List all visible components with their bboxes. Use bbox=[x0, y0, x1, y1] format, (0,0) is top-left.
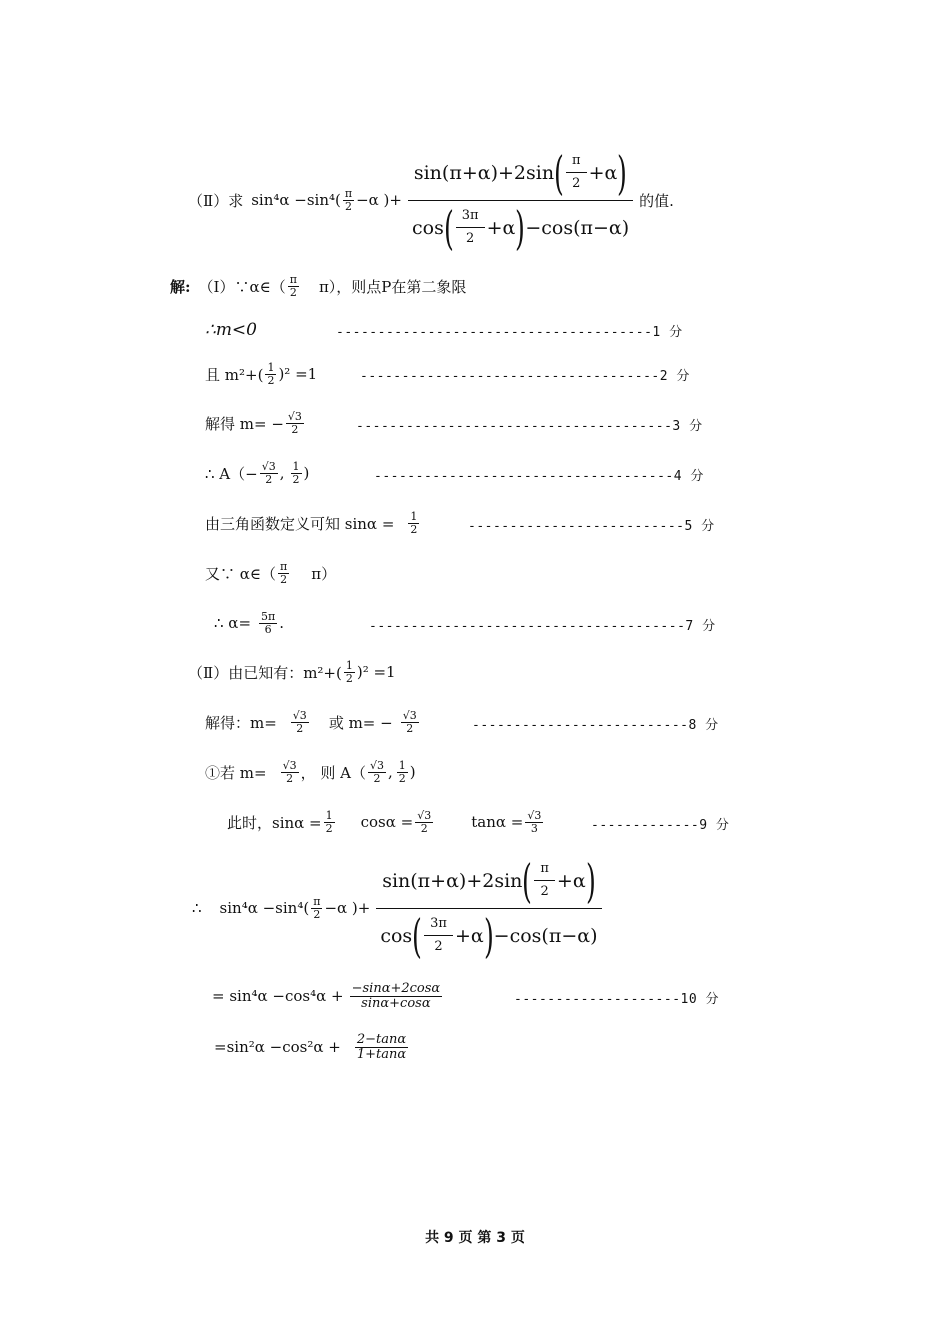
frac-pi-2: $\frac{\pi}{2}$ bbox=[289, 272, 297, 299]
score-9: -------------9 分 bbox=[591, 818, 730, 833]
solution-label: 解: bbox=[170, 277, 191, 296]
step-2: 且 m²+( $\frac{1}{2}$ )² =1 bbox=[205, 360, 318, 387]
therefore-big-fraction: sin(π+α)+2sin ( $\frac{\pi}{2}$ +α ) cos ( $\frac{3\pi}{2}$ +α ) −cos(π−α) bbox=[374, 858, 603, 959]
score-8: --------------------------8 分 bbox=[472, 718, 719, 733]
question-tail: 的值. bbox=[639, 191, 674, 210]
score-5: --------------------------5 分 bbox=[468, 519, 715, 534]
question-expr: sin⁴α −sin⁴( bbox=[251, 191, 341, 209]
solution-header: 解: （Ⅰ）∵α∈（ $\frac{\pi}{2}$ π），则点P在第二象限 bbox=[170, 272, 467, 299]
part2-case1: ①若 m= $\frac{√3}{2}$ ， 则 A（ $\frac{√3}{2}$ , $\frac{1}{2}$ ) bbox=[205, 758, 416, 785]
part2-given: （Ⅱ）由已知有：m²+( $\frac{1}{2}$ )² =1 bbox=[188, 658, 396, 685]
equation-2: =sin²α −cos²α + $\frac{2-\tan\alpha}{1+\tan\alpha}$ bbox=[214, 1031, 407, 1062]
step-5: 由三角函数定义可知 sinα = $\frac{1}{2}$ bbox=[205, 509, 418, 536]
part2-values: 此时，sinα = $\frac{1}{2}$ cosα = $\frac{√3}{2}$ tanα = $\frac{√3}{3}$ bbox=[227, 808, 542, 835]
score-10: --------------------10 分 bbox=[514, 992, 720, 1007]
question-big-fraction: sin(π+α)+2sin ( $\frac{\pi}{2}$ +α ) cos ( $\frac{3\pi}{2}$ +α ) −cos(π−α) bbox=[406, 150, 635, 251]
step-3: 解得 m= − $\frac{√3}{2}$ bbox=[205, 409, 302, 436]
therefore-expression: ∴ sin⁴α −sin⁴( $\frac{\pi}{2}$ −α )+ sin(π+α)+2sin ( $\frac{\pi}{2}$ +α ) cos ( $\frac{3\pi}{2}$ +α ) −cos(π−α) bbox=[192, 860, 608, 956]
score-3: --------------------------------------3 分 bbox=[356, 419, 703, 434]
page-footer: 共 9 页 第 3 页 bbox=[425, 1230, 525, 1246]
frac-pi-2: $\frac{\pi}{2}$ bbox=[344, 186, 353, 213]
score-1: --------------------------------------1 分 bbox=[336, 325, 683, 340]
step-4: ∴ A（− $\frac{√3}{2}$ , $\frac{1}{2}$ ) bbox=[205, 459, 310, 486]
score-4: ------------------------------------4 分 bbox=[374, 469, 704, 484]
part2-question bbox=[188, 145, 674, 255]
step-7: ∴ α= $\frac{5\pi}{6}$ . bbox=[214, 609, 285, 636]
solution-part1: （Ⅰ）∵α∈（ bbox=[198, 277, 286, 296]
question-expr-mid: −α )+ bbox=[356, 191, 402, 209]
question-label: （Ⅱ）求 bbox=[188, 191, 244, 210]
equation-1: = sin⁴α −cos⁴α + $\frac{-\sin\alpha+2\cos\alpha}{\sin\alpha+\cos\alpha}$ bbox=[212, 980, 441, 1011]
part2-solve: 解得：m= $\frac{√3}{2}$ 或 m= − $\frac{√3}{2}$ bbox=[205, 708, 417, 735]
step-6: 又∵ α∈（ $\frac{\pi}{2}$ π） bbox=[205, 559, 337, 586]
score-7: --------------------------------------7 分 bbox=[369, 619, 716, 634]
score-2: ------------------------------------2 分 bbox=[360, 369, 690, 384]
step-1: ∴m<0 bbox=[205, 320, 257, 340]
